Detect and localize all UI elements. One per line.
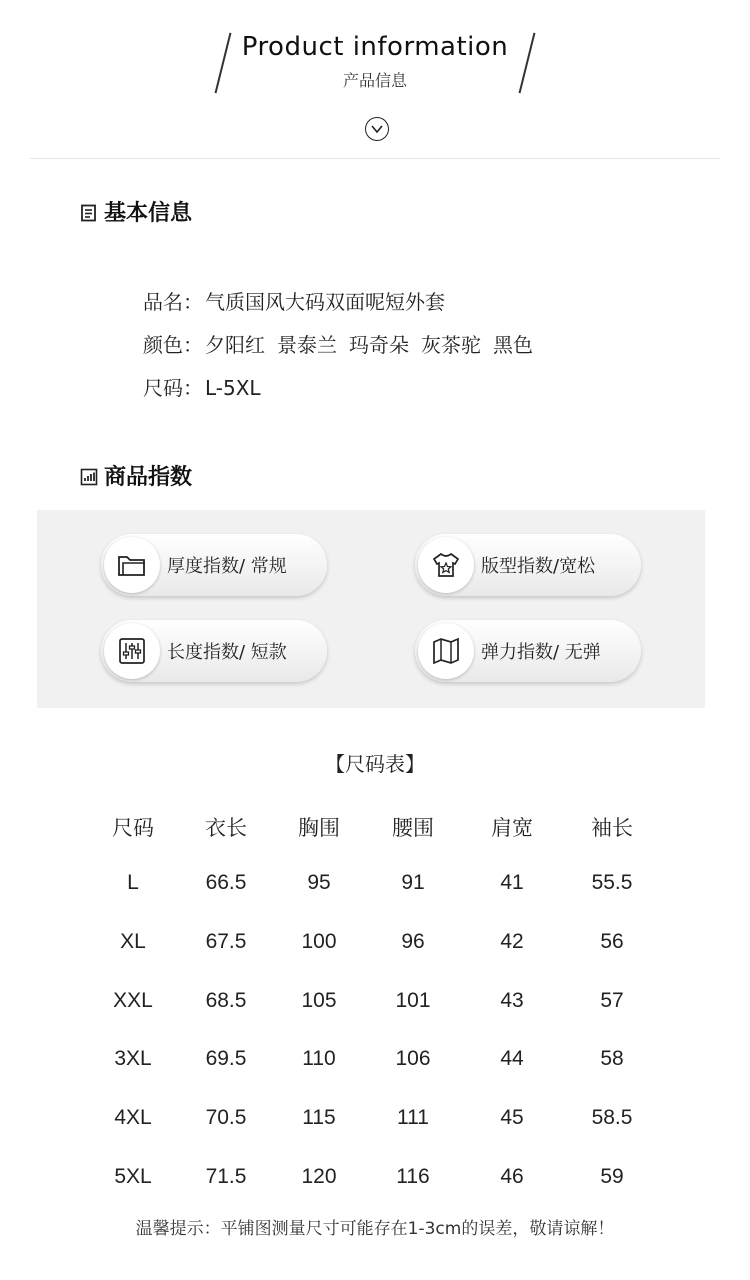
table-cell: 120: [301, 1165, 337, 1188]
size-range-label: 尺码：: [143, 376, 203, 400]
table-header-cell: 胸围: [298, 817, 340, 840]
table-header-cell: 衣长: [205, 817, 247, 840]
table-cell: 95: [307, 871, 331, 894]
table-cell: 115: [302, 1106, 336, 1129]
thickness-index-pill: [101, 534, 327, 596]
table-cell: 4XL: [114, 1106, 152, 1129]
product-name-label: 品名：: [143, 290, 203, 314]
product-index-heading: [80, 460, 192, 491]
table-cell: 43: [500, 989, 524, 1012]
table-cell: 69.5: [205, 1047, 247, 1070]
color-value: 黑色: [493, 333, 533, 357]
header-title: Product information: [241, 32, 509, 62]
table-header-cell: 尺码: [112, 817, 154, 840]
product-name-value: 气质国风大码双面呢短外套: [205, 290, 445, 314]
basic-info-title: 基本信息: [104, 201, 193, 226]
table-cell: 58.5: [591, 1106, 633, 1129]
size-table-header: [0, 812, 750, 852]
color-value: 玛奇朵: [349, 333, 409, 357]
elasticity-index-label: 弹力指数/ 无弹: [481, 642, 601, 663]
table-cell: 101: [395, 989, 431, 1012]
table-cell: 106: [395, 1047, 431, 1070]
table-row: [0, 1165, 750, 1205]
table-row: [0, 930, 750, 970]
table-row: [0, 1047, 750, 1087]
table-row: [0, 989, 750, 1029]
map-icon: [418, 623, 474, 679]
table-cell: L: [127, 871, 139, 894]
table-cell: 44: [500, 1047, 524, 1070]
table-cell: 55.5: [591, 871, 633, 894]
header-divider: [30, 158, 720, 159]
color-value: 景泰兰: [277, 333, 337, 357]
fit-index-label: 版型指数/宽松: [481, 556, 596, 577]
table-cell: 71.5: [205, 1165, 247, 1188]
table-cell: 91: [401, 871, 425, 894]
size-range-value: L-5XL: [205, 376, 261, 400]
table-cell: 66.5: [205, 871, 247, 894]
table-header-cell: 袖长: [591, 817, 633, 840]
table-cell: 68.5: [205, 989, 247, 1012]
table-cell: 5XL: [114, 1165, 152, 1188]
size-range-line: [143, 372, 261, 401]
length-index-pill: [101, 620, 327, 682]
table-cell: 100: [301, 930, 337, 953]
tshirt-icon: [418, 537, 474, 593]
table-cell: 57: [600, 989, 624, 1012]
table-cell: XXL: [113, 989, 153, 1012]
table-row: [0, 871, 750, 911]
table-cell: 116: [396, 1165, 430, 1188]
table-cell: XL: [120, 930, 146, 953]
folder-icon: [104, 537, 160, 593]
color-value: 灰茶驼: [421, 333, 481, 357]
table-cell: 46: [500, 1165, 524, 1188]
size-table-title: 【尺码表】: [325, 752, 425, 776]
table-cell: 58: [600, 1047, 624, 1070]
sliders-icon: [104, 623, 160, 679]
table-row: [0, 1106, 750, 1146]
table-cell: 41: [500, 871, 524, 894]
colors-label: 颜色：: [143, 333, 203, 357]
color-value: 夕阳红: [205, 333, 265, 357]
table-cell: 3XL: [114, 1047, 152, 1070]
table-cell: 96: [401, 930, 425, 953]
table-cell: 110: [302, 1047, 336, 1070]
table-cell: 56: [600, 930, 624, 953]
table-header-cell: 腰围: [392, 817, 434, 840]
table-cell: 67.5: [205, 930, 247, 953]
table-cell: 105: [301, 989, 337, 1012]
document-icon: [80, 203, 98, 221]
header-subtitle: 产品信息: [342, 71, 407, 90]
colors-line: [143, 329, 545, 358]
table-cell: 42: [500, 930, 524, 953]
product-info-header: [0, 0, 750, 160]
bar-chart-icon: [80, 467, 98, 485]
fit-index-pill: [415, 534, 641, 596]
table-cell: 111: [397, 1106, 429, 1129]
table-cell: 70.5: [205, 1106, 247, 1129]
product-name-line: [143, 286, 445, 315]
table-cell: 45: [500, 1106, 524, 1129]
table-header-cell: 肩宽: [491, 817, 533, 840]
index-panel: [37, 510, 705, 708]
chevron-down-icon: [365, 117, 389, 141]
table-cell: 59: [600, 1165, 624, 1188]
product-index-title: 商品指数: [104, 465, 193, 490]
basic-info-heading: [80, 196, 192, 227]
length-index-label: 长度指数/ 短款: [167, 642, 287, 663]
measurement-note: 温馨提示：平铺图测量尺寸可能存在1-3cm的误差，敬请谅解！: [135, 1219, 615, 1239]
thickness-index-label: 厚度指数/ 常规: [167, 556, 287, 577]
elasticity-index-pill: [415, 620, 641, 682]
